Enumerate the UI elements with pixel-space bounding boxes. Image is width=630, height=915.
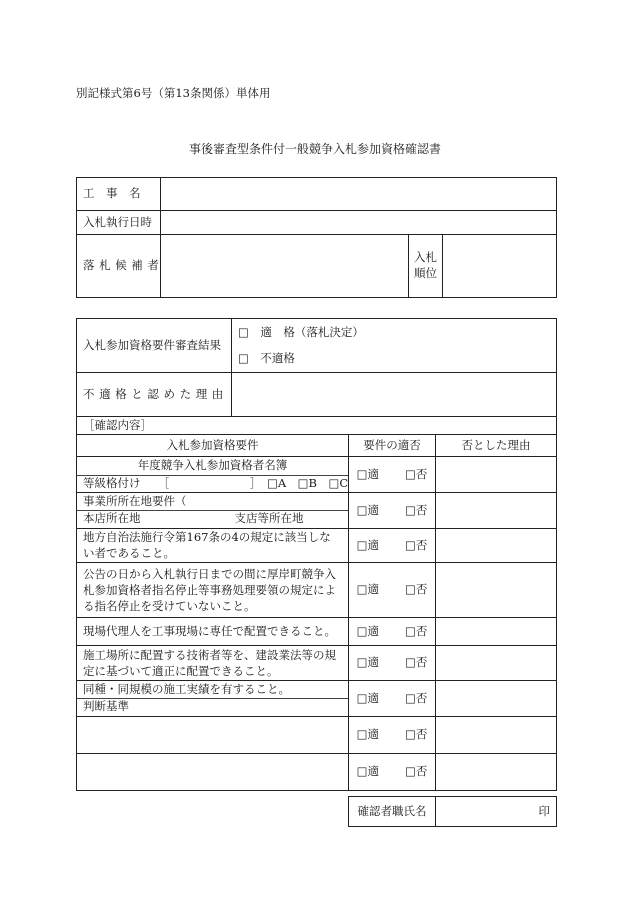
fail-reason-field[interactable] [232,372,557,416]
check-no[interactable]: □否 [405,502,428,517]
bid-rank-label-line1: 入札 [414,250,437,265]
check-no[interactable]: □否 [405,466,428,481]
check-yes[interactable]: □適 [356,727,379,742]
candidate-field[interactable] [161,235,409,298]
pass-option[interactable]: □ 適 格（落札決定） [238,325,364,339]
requirement-cell [77,680,349,716]
check-yes[interactable]: □適 [356,502,379,517]
result-label: 入札参加資格要件審査結果 [77,319,232,373]
requirement-row [77,645,557,680]
check-no[interactable]: □否 [405,623,428,638]
requirement-row [77,716,557,753]
reason-field[interactable] [436,753,557,790]
confirmer-table [348,796,557,827]
candidate-label: 落札候補者 [77,235,161,298]
suitability-check[interactable] [349,716,436,753]
fail-reason-row [77,372,557,416]
reason-field[interactable] [436,562,557,617]
check-no[interactable]: □否 [405,582,428,597]
fail-reason-label: 不適格と認めた理由 [77,372,232,416]
office-location-line [77,511,348,527]
suitability-check[interactable] [349,645,436,680]
check-no[interactable]: □否 [405,764,428,779]
col-suitability-header: 要件の適否 [349,434,436,456]
suitability-check[interactable] [349,617,436,645]
requirement-row [77,753,557,790]
col-requirement-header: 入札参加資格要件 [77,434,349,456]
bid-datetime-row [77,211,557,235]
bid-rank-field[interactable] [443,235,557,298]
track-record-line: 同種・同規模の施工実績を有すること。 [77,682,348,699]
head-office-label: 本店所在地 [83,510,141,525]
project-info-table [76,177,557,298]
criteria-line: 判断基準 [83,698,129,713]
requirement-text: 施工場所に配置する技術者等を、建設業法等の規定に基づいて適正に配置できること。 [77,645,349,680]
col-reason-header: 否とした理由 [436,434,557,456]
project-name-row [77,178,557,211]
suitability-check[interactable] [349,753,436,790]
check-yes[interactable]: □適 [356,690,379,705]
bid-datetime-field[interactable] [161,211,557,235]
form-number-label: 別記様式第6号（第13条関係）単体用 [76,86,271,100]
requirement-text: 地方自治法施行令第167条の4の規定に該当しない者であること。 [77,528,349,562]
check-yes[interactable]: □適 [356,582,379,597]
requirement-cell [77,492,349,528]
requirement-cell [77,456,349,492]
requirement-text[interactable] [77,753,349,790]
check-yes[interactable]: □適 [356,537,379,552]
confirmer-label: 確認者職氏名 [349,797,436,827]
suitability-check[interactable] [349,562,436,617]
project-name-field[interactable] [161,178,557,211]
confirm-heading-row [77,416,557,434]
requirement-row [77,680,557,716]
requirement-text: 公告の日から入札執行日までの間に厚岸町競争入札参加資格者指名停止等事務処理要領の規定による指名停止を受けていないこと。 [77,562,349,617]
check-yes[interactable]: □適 [356,623,379,638]
check-no[interactable]: □否 [405,537,428,552]
reason-field[interactable] [436,617,557,645]
project-name-label: 工 事 名 [77,178,161,211]
reason-field[interactable] [436,492,557,528]
check-no[interactable]: □否 [405,727,428,742]
suitability-check[interactable] [349,456,436,492]
seal-mark: 印 [538,803,550,818]
confirmer-row [349,797,557,827]
reason-field[interactable] [436,645,557,680]
confirmer-field[interactable] [436,797,557,827]
column-header-row [77,434,557,456]
suitability-check[interactable] [349,680,436,716]
reason-field[interactable] [436,680,557,716]
fail-option[interactable]: □ 不適格 [238,351,295,366]
check-yes[interactable]: □適 [356,764,379,779]
document-title: 事後審査型条件付一般競争入札参加資格確認書 [188,142,441,156]
reason-field[interactable] [436,716,557,753]
requirement-row [77,562,557,617]
requirement-row [77,456,557,492]
check-yes[interactable]: □適 [356,655,379,670]
roster-line: 年度競争入札参加資格者名簿 [77,457,348,477]
check-yes[interactable]: □適 [356,466,379,481]
requirement-row [77,528,557,562]
branch-office-label: 支店等所在地 [234,510,304,525]
result-row [77,319,557,373]
check-no[interactable]: □否 [405,690,428,705]
bid-datetime-label: 入札執行日時 [77,211,161,235]
candidate-row [77,235,557,298]
location-requirement-line: 事業所所在地要件（ [77,494,348,511]
suitability-check[interactable] [349,528,436,562]
result-options [232,319,557,373]
confirm-heading: ［確認内容］ [77,416,557,434]
requirement-text: 現場代理人を工事現場に専任で配置できること。 [77,617,349,645]
reason-field[interactable] [436,528,557,562]
requirement-text[interactable] [77,716,349,753]
review-table [76,318,557,791]
requirement-row [77,492,557,528]
bid-rank-label-line2: 順位 [414,266,437,280]
reason-field[interactable] [436,456,557,492]
suitability-check[interactable] [349,492,436,528]
requirement-row [77,617,557,645]
bid-rank-label [409,235,443,298]
grade-line: 等級格付け ［ ］ □A □B □C [83,476,349,491]
check-no[interactable]: □否 [405,655,428,670]
